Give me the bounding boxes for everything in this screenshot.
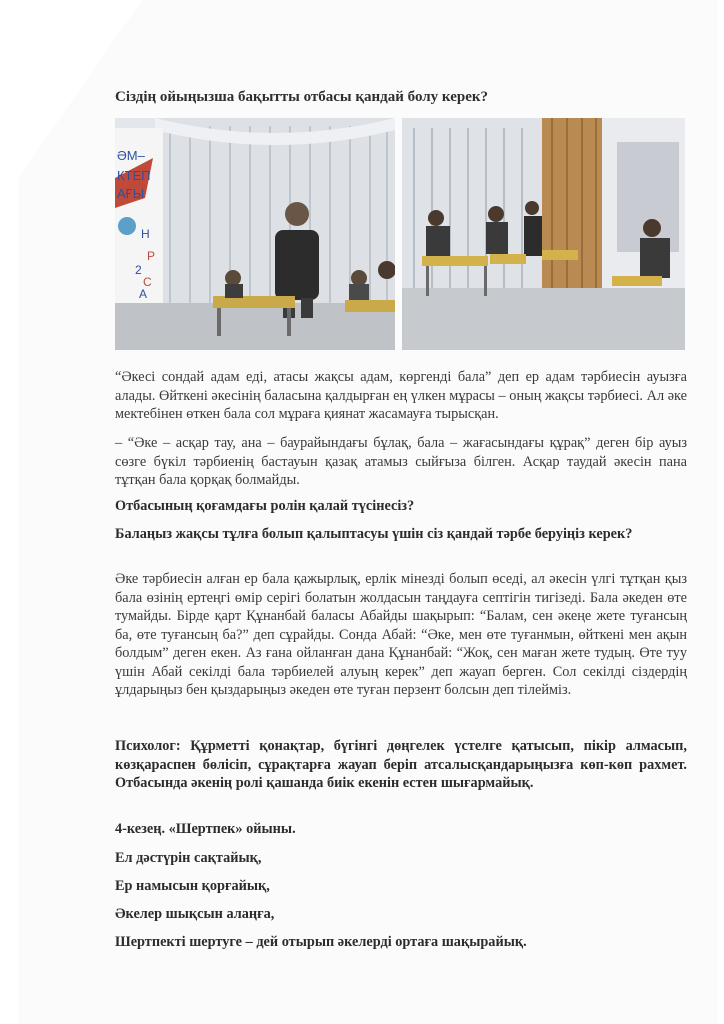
svg-text:КТЕП: КТЕП	[117, 168, 151, 183]
paragraph-1	[115, 368, 687, 424]
poem-line-3	[115, 905, 687, 924]
question-3	[115, 525, 687, 544]
heading-question: Сіздің ойыңызша бақытты отбасы қандай болу керек?	[115, 89, 489, 105]
svg-text:АҒЫ: АҒЫ	[117, 186, 145, 201]
svg-text:С: С	[143, 275, 152, 289]
question-2	[115, 497, 687, 516]
poem-line-4	[115, 933, 687, 952]
poem-line-2	[115, 877, 687, 896]
event-photo-left-image	[115, 118, 395, 350]
paragraph-2	[115, 434, 687, 490]
svg-text:А: А	[139, 287, 148, 301]
paragraph-2-text: – “Әке – асқар тау, ана – баурайындағы бұлақ, бала – жағасындағы құрақ” деген бір ауыз сөзге бүкіл тәрбиенің бастауын қазақ атамыз сыйғыза білген. Асқар таудай әкесін пана тұтқан бала қорқақ болмайды.	[115, 435, 687, 488]
svg-text:Р: Р	[147, 249, 156, 263]
question-3-text: Балаңыз жақсы тұлға болып қалыптасуы үшін сіз қандай тәрбе беруіңіз керек?	[115, 526, 633, 542]
event-photo-left	[115, 118, 395, 350]
stage-title	[115, 820, 687, 839]
poem-line-1-text: Ел дәстүрін сақтайық,	[115, 850, 262, 866]
poem-line-1	[115, 849, 687, 868]
poem-line-2-text: Ер намысын қорғайық,	[115, 878, 270, 894]
paragraph-3	[115, 570, 687, 700]
poem-line-3-text: Әкелер шықсын алаңға,	[115, 906, 275, 922]
event-photo-right-image	[402, 118, 685, 350]
svg-text:ӘМ–: ӘМ–	[117, 148, 145, 163]
svg-text:Н: Н	[141, 227, 150, 241]
paragraph-1-text: “Әкесі сондай адам еді, атасы жақсы адам, көргенді бала” деп ер адам тәрбиесін ауызға алады. Өйткені әкесінің баласына қалдырған ең үлкен мұрасы – оның жақсы тәрбиесі. Ал әке мектебінен өткен бала сол мұраға қиянат жасамауға тырысқан.	[115, 369, 687, 422]
paragraph-4-text: Психолог: Құрметті қонақтар, бүгінгі дөңгелек үстелге қатысып, пікір алмасып, көзқараспен бөлісіп, сұрақтарға жауап беріп атсалысқандарыңызға көп-көп рахмет. Отбасында әкенің ролі қашанда биік екенін естен шығармайық.	[115, 738, 687, 791]
stage-title-text: 4-кезең. «Шертпек» ойыны.	[115, 821, 296, 837]
poem-line-4-text: Шертпекті шертуге – дей отырып әкелерді ортаға шақырайық.	[115, 934, 527, 950]
paragraph-3-text: Әке тәрбиесін алған ер бала қажырлық, ерлік мінезді болып өседі, ал әкесін үлгі тұтқан қыз бала өзінің ертеңгі өмір серігі болатын жолдасын таңдауға септігін тигізеді. Бала әкеден өте тумайды. Бірде қарт Құнанбай баласы Абайды шақырып: “Балам, сен әкеңе жете туғансың ба, өте туғансың ба?” деп сұрайды. Сонда Абай: “Әке, мен өте туғанмын, өйткені мен ақын болдым” деген екен. Аз ғана ойланған дана Құнанбай: “Жоқ, сен маған жете тудың. Өте туу үшін Абай секілді бала тәрбиелей алуың керек” деп жауап берген. Сол секілді сіздердің ұлдарыңыз бен қыздарыңыз әкеден өте туған перзент болсын деп тілейміз.	[115, 571, 687, 698]
question-2-text: Отбасының қоғамдағы ролін қалай түсінесіз?	[115, 498, 415, 514]
svg-text:2: 2	[135, 263, 142, 277]
paragraph-4	[115, 737, 687, 793]
photo-strip	[115, 118, 685, 350]
event-photo-right	[402, 118, 685, 350]
